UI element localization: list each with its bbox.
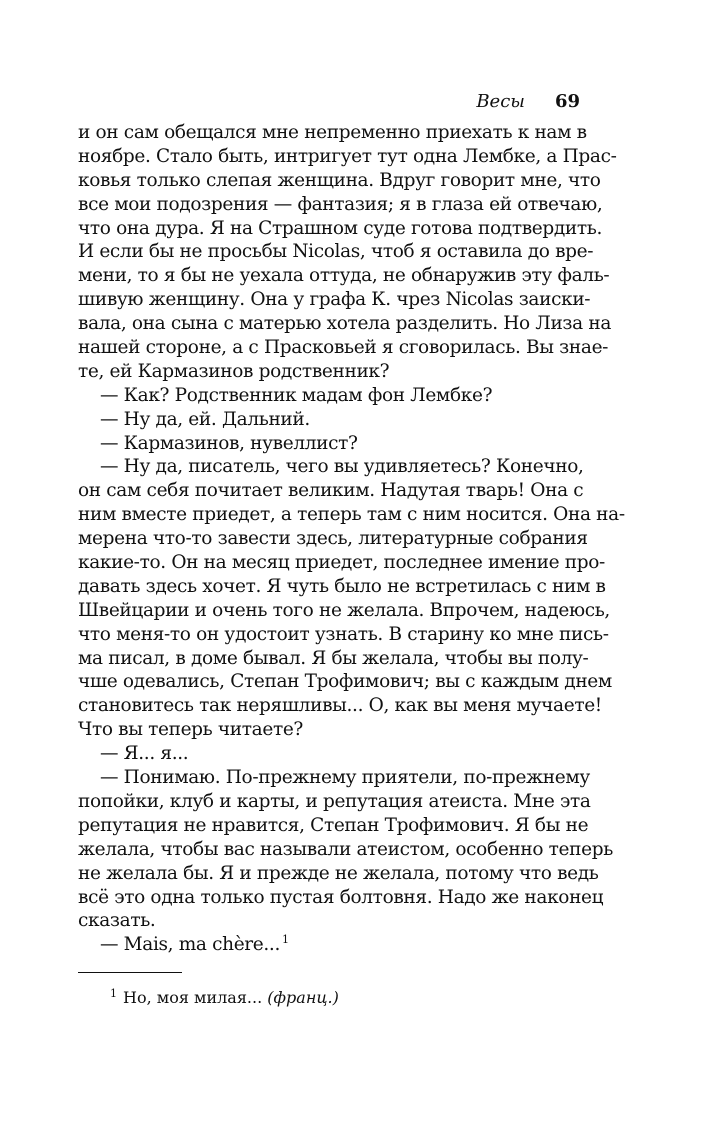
text-line: Швейцарии и очень того не желала. Впрочем, надеюсь, xyxy=(78,599,610,621)
text-line: какие-то. Он на месяц приедет, последнее имение про- xyxy=(78,552,605,574)
dialogue-line: — Ну да, писатель, чего вы удивляетесь? Конечно, xyxy=(100,456,584,478)
text-line: желала, чтобы вас называли атеистом, особенно теперь xyxy=(78,838,613,860)
text-line: ма писал, в доме бывал. Я бы желала, чтобы вы полу- xyxy=(78,647,589,669)
footnote-text: Но, моя милая... xyxy=(123,988,263,1007)
text-line: все мои подозрения — фантазия; я в глаза ей отвечаю, xyxy=(78,193,603,215)
dialogue-line: — Ну да, ей. Дальний. xyxy=(100,408,310,430)
text-line: И если бы не просьбы Nicolas, чтоб я оставила до вре- xyxy=(78,241,594,263)
text-line: мени, то я бы не уехала оттуда, не обнаружив эту фаль- xyxy=(78,265,610,287)
text-line: становитесь так неряшливы... О, как вы меня мучаете! xyxy=(78,695,602,717)
dialogue-line: — Понимаю. По-прежнему приятели, по-прежнему xyxy=(100,767,590,789)
text-line: что меня-то он удостоит узнать. В старину ко мне пись- xyxy=(78,623,609,645)
dialogue-line: — Как? Родственник мадам фон Лембке? xyxy=(100,384,493,406)
text-line: ковья только слепая женщина. Вдруг говорит мне, что xyxy=(78,169,601,191)
text-line: ноябре. Стало быть, интригует тут одна Лембке, а Прас- xyxy=(78,145,617,167)
footnote-marker: 1 xyxy=(110,986,117,1000)
text-line: нашей стороне, а с Прасковьей я сговорилась. Вы знае- xyxy=(78,337,609,359)
text-line: Что вы теперь читаете? xyxy=(78,719,304,741)
page-number: 69 xyxy=(554,91,580,112)
text-line: те, ей Кармазинов родственник? xyxy=(78,360,390,382)
footnote-reference[interactable]: 1 xyxy=(282,933,289,947)
text-line: шивую женщину. Она у графа К. чрез Nicolas заиски- xyxy=(78,289,591,311)
text-line: он сам себя почитает великим. Надутая тварь! Она с xyxy=(78,480,584,502)
text-line: сказать. xyxy=(78,910,156,932)
running-head xyxy=(476,92,580,112)
footnote-divider xyxy=(78,972,182,973)
dialogue-line-with-footnote xyxy=(78,933,580,957)
text-line: что она дура. Я на Страшном суде готова подтвердить. xyxy=(78,217,603,239)
text-line: мерена что-то завести здесь, литературные собрания xyxy=(78,528,588,550)
text-line: не желала бы. Я и прежде не желала, потому что ведь xyxy=(78,862,599,884)
text-line: репутация не нравится, Степан Трофимович. Я бы не xyxy=(78,814,589,836)
text-line: ним вместе приедет, а теперь там с ним носится. Она на- xyxy=(78,504,625,526)
footnote-language: (франц.) xyxy=(267,988,339,1007)
body-text xyxy=(78,121,625,957)
text-line: вала, она сына с матерью хотела разделить. Но Лиза на xyxy=(78,313,612,335)
text-line: всё это одна только пустая болтовня. Надо же наконец xyxy=(78,886,604,908)
text-line: и он сам обещался мне непременно приехать к нам в xyxy=(78,122,587,143)
dialogue-line: — Кармазинов, нувеллист? xyxy=(100,432,358,454)
text-line: чше одевались, Степан Трофимович; вы с каждым днем xyxy=(78,671,612,693)
text-line: давать здесь хочет. Я чуть было не встретилась с ним в xyxy=(78,575,606,597)
running-head-title: Весы xyxy=(476,91,525,112)
dialogue-text: — Mais, ma chère... xyxy=(100,934,280,956)
text-line: попойки, клуб и карты, и репутация атеиста. Мне эта xyxy=(78,790,591,812)
footnote xyxy=(110,988,339,1008)
dialogue-line: — Я... я... xyxy=(100,743,189,765)
